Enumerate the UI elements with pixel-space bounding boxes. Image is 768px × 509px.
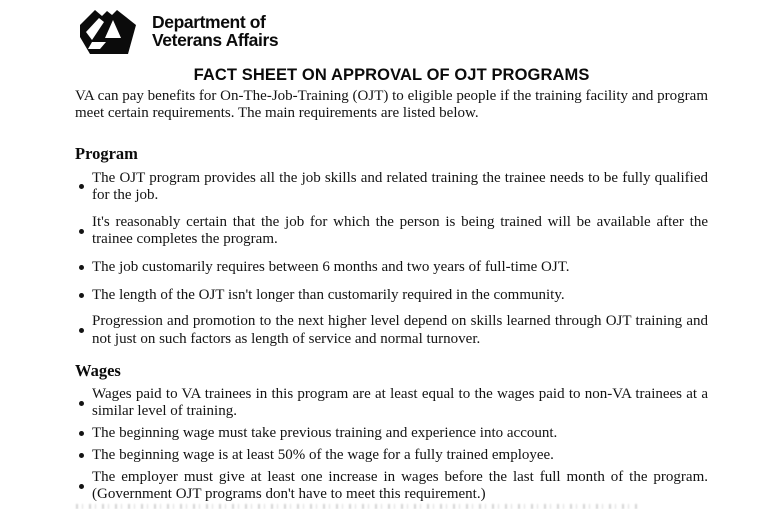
list-item (75, 287, 708, 304)
bullet-text: The job customarily requires between 6 months and two years of full-time OJT. (92, 258, 570, 275)
org-name-line1: Department of (152, 12, 266, 32)
list-item (75, 425, 708, 442)
list-item (75, 214, 708, 249)
bullet-icon (79, 293, 84, 298)
bullet-icon (79, 453, 84, 458)
intro-paragraph: VA can pay benefits for On-The-Job-Training (OJT) to eligible people if the training facility and program meet certain requirements. The main requirements are listed below. (75, 88, 708, 122)
clipped-next-line-top (76, 504, 641, 509)
document-body (75, 66, 708, 504)
org-name (152, 9, 278, 49)
bullet-text: The employer must give at least one increase in wages before the last full month of the program. (Government OJT programs don't have to meet this requirement.) (92, 469, 708, 503)
bullet-text: The length of the OJT isn't longer than customarily required in the community. (92, 287, 565, 304)
list-item (75, 259, 708, 276)
wages-bullet-list (75, 386, 708, 504)
org-name-line2: Veterans Affairs (152, 29, 279, 50)
va-logo-icon (79, 9, 137, 55)
bullet-icon (79, 229, 84, 234)
section-heading-wages: Wages (75, 360, 121, 380)
list-item (75, 469, 708, 504)
page-title: FACT SHEET ON APPROVAL OF OJT PROGRAMS (193, 66, 590, 84)
program-bullet-list (75, 170, 708, 348)
bullet-text: The OJT program provides all the job skills and related training the trainee needs to be fully qualified for the job. (92, 169, 708, 203)
bullet-text: It's reasonably certain that the job for which the person is being trained will be available after the trainee completes the program. (92, 214, 708, 248)
bullet-text: The beginning wage is at least 50% of the wage for a fully trained employee. (92, 446, 554, 463)
section-heading-program: Program (75, 143, 138, 163)
bullet-text: Progression and promotion to the next higher level depend on skills learned through OJT training and not just on such factors as length of service and normal turnover. (92, 313, 708, 347)
bullet-icon (79, 484, 84, 489)
bullet-text: Wages paid to VA trainees in this program are at least equal to the wages paid to non-VA trainees at a similar level of training. (92, 385, 708, 420)
list-item (75, 313, 708, 348)
list-item (75, 170, 708, 205)
bullet-icon (79, 401, 84, 406)
va-letterhead (79, 9, 278, 55)
bullet-icon (79, 265, 84, 270)
bullet-icon (79, 184, 84, 189)
list-item (75, 386, 708, 421)
list-item (75, 447, 708, 464)
bullet-text: The beginning wage must take previous training and experience into account. (92, 424, 558, 441)
bullet-icon (79, 431, 84, 436)
bullet-icon (79, 328, 84, 333)
